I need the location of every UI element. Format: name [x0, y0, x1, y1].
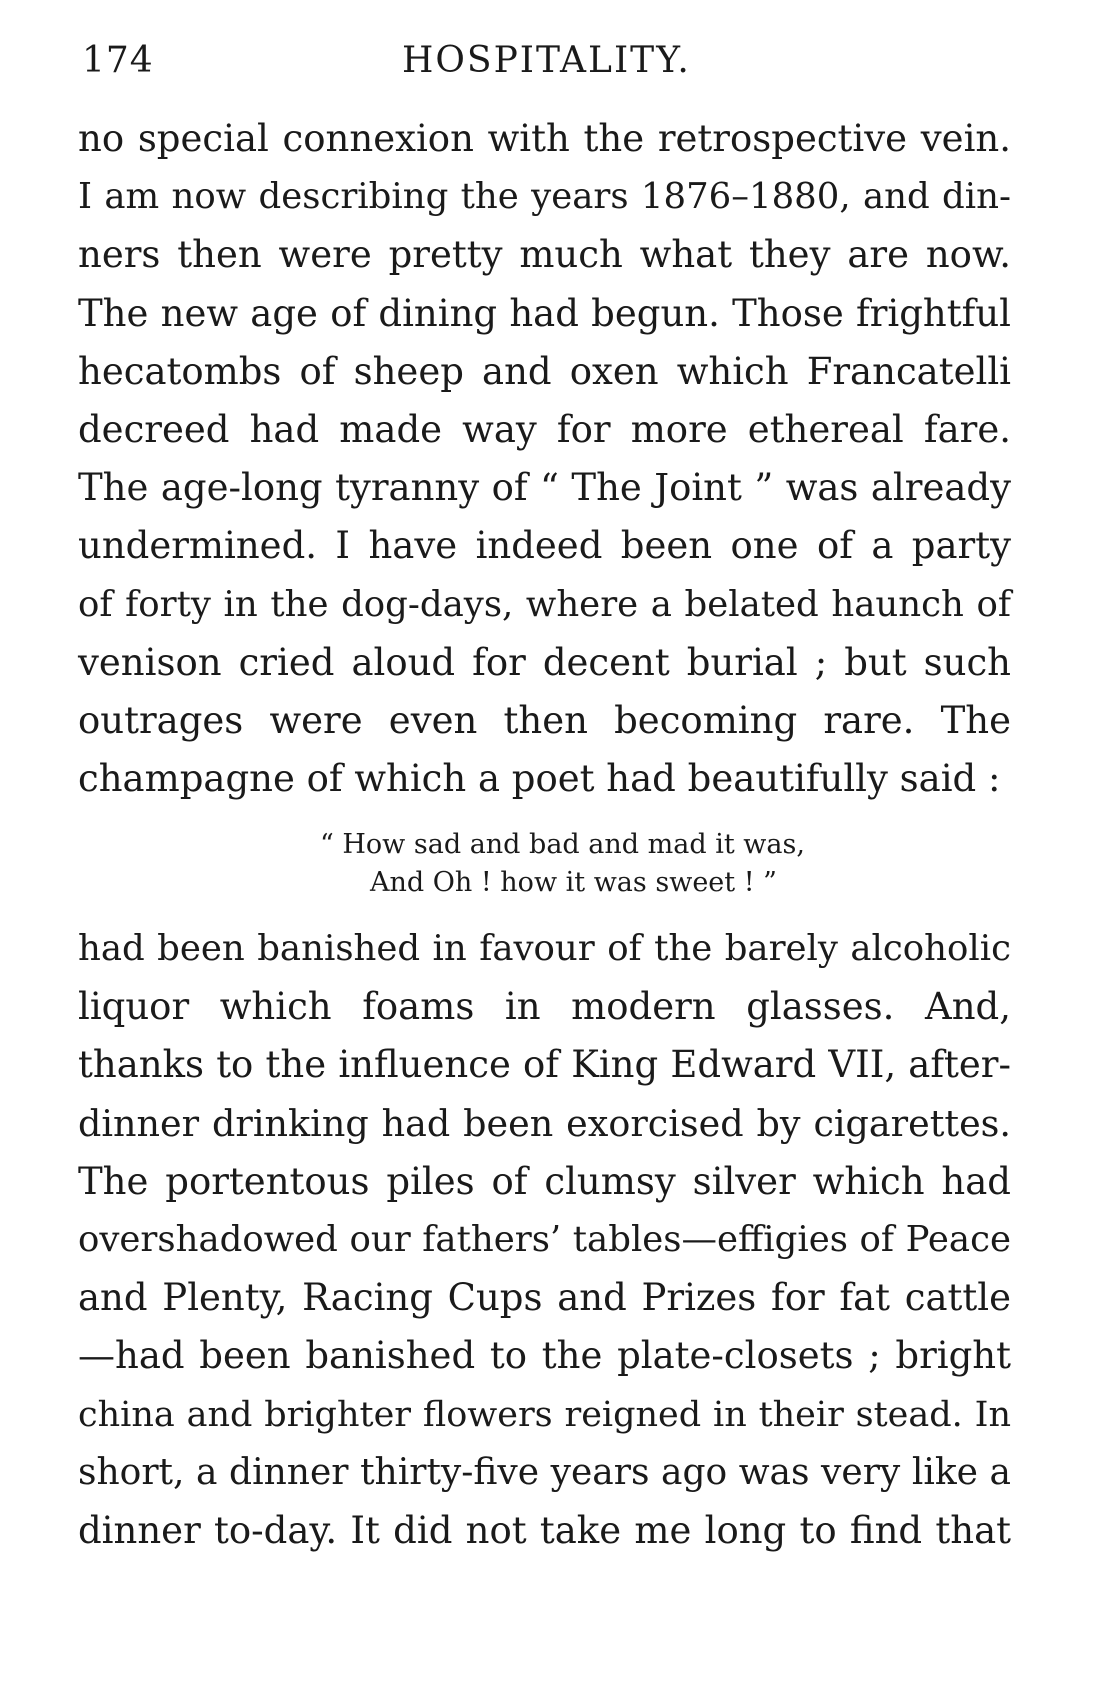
text-line: liquor which foams in modern glasses. And, — [78, 985, 1011, 1029]
text-line: had been banished in favour of the barely alcoholic — [78, 928, 1011, 969]
quote-line: “ How sad and bad and mad it was, — [320, 829, 805, 860]
text-line: decreed had made way for more ethereal fare. — [78, 407, 1011, 451]
text-line: champagne of which a poet had beautifully said : — [78, 757, 1001, 801]
verse-quote — [320, 826, 805, 902]
running-title: HOSPITALITY. — [402, 40, 691, 81]
text-line: ners then were pretty much what they are now. — [78, 233, 1011, 277]
text-line: hecatombs of sheep and oxen which Francatelli — [78, 349, 1011, 393]
text-line: The age-long tyranny of “ The Joint ” was already — [78, 466, 1011, 510]
text-line: The new age of dining had begun. Those frightful — [78, 291, 1011, 335]
text-line: overshadowed our fathers’ tables—effigies of Peace — [78, 1218, 1011, 1260]
text-line: venison cried aloud for decent burial ; but such — [78, 640, 1011, 684]
text-line: thanks to the influence of King Edward VII, after- — [78, 1043, 1011, 1087]
page-header — [82, 40, 1022, 100]
paragraph-1 — [78, 110, 1011, 808]
paragraph-2 — [78, 920, 1011, 1560]
text-line: and Plenty, Racing Cups and Prizes for fat cattle — [78, 1276, 1011, 1320]
text-line: of forty in the dog-days, where a belated haunch of — [78, 583, 1011, 625]
quote-line: And Oh ! how it was sweet ! ” — [370, 867, 777, 898]
text-line: —had been banished to the plate-closets ; bright — [78, 1334, 1011, 1378]
page-number: 174 — [82, 40, 154, 81]
text-line: no special connexion with the retrospective vein. — [78, 117, 1011, 160]
text-line: dinner drinking had been exorcised by cigarettes. — [78, 1101, 1011, 1145]
text-line: I am now describing the years 1876–1880, and din- — [78, 176, 1011, 218]
text-line: china and brighter flowers reigned in their stead. In — [78, 1394, 1011, 1435]
text-line: The portentous piles of clumsy silver which had — [78, 1159, 1011, 1203]
text-line: outrages were even then becoming rare. The — [78, 698, 1011, 742]
text-line: short, a dinner thirty-five years ago was very like a — [78, 1451, 1011, 1493]
text-line: dinner to-day. It did not take me long to find that — [78, 1508, 1011, 1552]
text-line: undermined. I have indeed been one of a party — [78, 524, 1011, 568]
